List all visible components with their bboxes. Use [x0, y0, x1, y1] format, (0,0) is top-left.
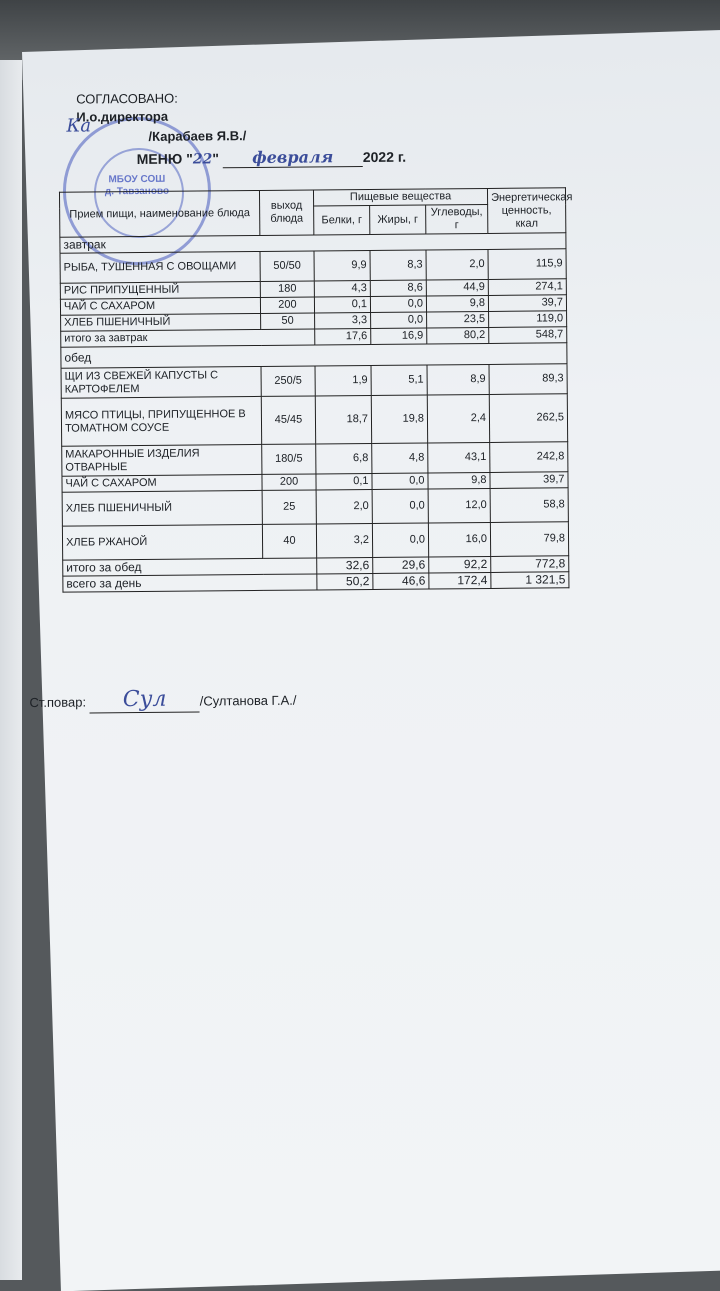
- dish-protein: 18,7: [315, 395, 371, 443]
- paper-edge: [0, 60, 22, 1280]
- table-row: [60, 249, 566, 283]
- dish-energy: 262,5: [489, 394, 567, 443]
- total-energy: 548,7: [489, 327, 567, 344]
- dish-yield: 200: [260, 297, 314, 313]
- dish-carbs: 44,9: [426, 279, 488, 296]
- table-row: [62, 442, 568, 476]
- director-name: /Карабаев Я.В./: [148, 128, 247, 144]
- table-row: [61, 364, 567, 398]
- dish-yield: 180: [260, 281, 314, 297]
- dish-fat: 5,1: [371, 365, 427, 395]
- section-title: завтрак: [60, 233, 566, 253]
- menu-table: [59, 187, 573, 592]
- total-fat: 16,9: [371, 328, 427, 344]
- total-protein: 17,6: [315, 328, 371, 344]
- menu-month: февраля: [223, 147, 363, 168]
- total-fat: 29,6: [373, 557, 429, 573]
- total-label: итого за обед: [63, 558, 317, 576]
- dish-carbs: 16,0: [428, 522, 490, 557]
- dish-carbs: 9,8: [426, 295, 488, 312]
- header-energy: Энергетическая ценность, ккал: [487, 188, 565, 234]
- header-fat: Жиры, г: [370, 205, 426, 234]
- dish-yield: 45/45: [261, 396, 315, 444]
- table-row: [62, 488, 568, 526]
- dish-yield: 200: [262, 474, 316, 490]
- dish-energy: 89,3: [489, 364, 567, 395]
- dish-carbs: 2,0: [426, 249, 488, 280]
- dish-energy: 79,8: [490, 522, 568, 557]
- dish-protein: 0,1: [316, 473, 372, 489]
- dish-name: РЫБА, ТУШЕННАЯ С ОВОЩАМИ: [60, 251, 260, 283]
- stamp-line-1: МБОУ СОШ: [108, 173, 166, 186]
- dish-carbs: 23,5: [427, 311, 489, 328]
- total-carbs: 92,2: [429, 556, 491, 573]
- dish-fat: 0,0: [370, 296, 426, 312]
- dish-protein: 3,2: [316, 523, 372, 557]
- dish-name: ЧАЙ С САХАРОМ: [62, 474, 262, 492]
- chef-label: Ст.повар:: [29, 694, 87, 710]
- dish-energy: 39,7: [488, 295, 566, 312]
- chef-signature: Сул: [90, 686, 200, 713]
- menu-title: МЕНЮ "22" февраля 2022 г.: [136, 147, 407, 168]
- dish-fat: 8,6: [370, 280, 426, 296]
- dish-yield: 50/50: [260, 251, 314, 281]
- header-yield: выход блюда: [259, 190, 313, 235]
- total-label: всего за день: [63, 574, 317, 592]
- header-carbs: Углеводы, г: [426, 204, 488, 234]
- dish-fat: 19,8: [371, 395, 427, 443]
- dish-fat: 0,0: [372, 489, 428, 523]
- dish-yield: 40: [262, 524, 316, 558]
- dish-protein: 4,3: [314, 280, 370, 296]
- dish-name: МЯСО ПТИЦЫ, ПРИПУЩЕННОЕ В ТОМАТНОМ СОУСЕ: [61, 396, 261, 446]
- table-row: [61, 394, 567, 446]
- dish-energy: 39,7: [490, 472, 568, 489]
- total-protein: 50,2: [317, 573, 373, 589]
- day-total-row: [63, 572, 569, 592]
- dish-energy: 119,0: [489, 311, 567, 328]
- dish-yield: 50: [261, 313, 315, 329]
- total-label: итого за завтрак: [61, 329, 315, 347]
- dish-name: МАКАРОННЫЕ ИЗДЕЛИЯ ОТВАРНЫЕ: [62, 444, 262, 476]
- dish-protein: 1,9: [315, 365, 371, 395]
- stamp-line-2: д. Тавзаново: [104, 185, 170, 198]
- header-meal: Прием пищи, наименование блюда: [59, 190, 259, 237]
- dish-protein: 3,3: [315, 312, 371, 328]
- dish-fat: 8,3: [370, 250, 426, 280]
- dish-protein: 2,0: [316, 489, 372, 523]
- dish-name: ЩИ ИЗ СВЕЖЕЙ КАПУСТЫ С КАРТОФЕЛЕМ: [61, 366, 261, 398]
- header-protein: Белки, г: [314, 205, 370, 234]
- header-row-1: [59, 188, 565, 208]
- dish-energy: 242,8: [490, 442, 568, 473]
- dish-name: ХЛЕБ РЖАНОЙ: [62, 524, 262, 560]
- menu-year: 2022 г.: [362, 148, 407, 166]
- table-row: [62, 522, 568, 560]
- dish-name: ХЛЕБ ПШЕНИЧНЫЙ: [62, 490, 262, 526]
- dish-yield: 180/5: [262, 444, 316, 474]
- total-protein: 32,6: [317, 557, 373, 573]
- dish-protein: 9,9: [314, 250, 370, 280]
- dish-fat: 0,0: [372, 473, 428, 489]
- dish-carbs: 8,9: [427, 364, 489, 395]
- dish-name: РИС ПРИПУЩЕННЫЙ: [60, 281, 260, 299]
- director-signature: Ка: [66, 115, 92, 137]
- chef-name: /Султанова Г.А./: [199, 692, 297, 709]
- total-carbs: 80,2: [427, 327, 489, 344]
- dish-yield: 250/5: [261, 366, 315, 396]
- dish-energy: 58,8: [490, 488, 568, 523]
- dish-energy: 115,9: [488, 249, 566, 280]
- dish-carbs: 12,0: [428, 488, 490, 523]
- dish-name: ЧАЙ С САХАРОМ: [60, 297, 260, 315]
- dish-yield: 25: [262, 490, 316, 524]
- dish-carbs: 9,8: [428, 472, 490, 489]
- dish-fat: 0,0: [372, 523, 428, 557]
- dish-fat: 0,0: [371, 312, 427, 328]
- total-energy: 772,8: [491, 556, 569, 573]
- total-energy: 1 321,5: [491, 572, 569, 589]
- dish-protein: 0,1: [314, 296, 370, 312]
- section-title: обед: [61, 343, 567, 368]
- menu-document: [24, 75, 573, 720]
- header-nutrients: Пищевые вещества: [313, 188, 487, 206]
- dish-carbs: 2,4: [427, 394, 489, 443]
- dish-carbs: 43,1: [428, 442, 490, 473]
- dish-protein: 6,8: [316, 443, 372, 473]
- approval-heading: СОГЛАСОВАНО:: [76, 90, 178, 107]
- menu-word: МЕНЮ: [136, 150, 183, 168]
- dish-fat: 4,8: [372, 443, 428, 473]
- total-fat: 46,6: [373, 573, 429, 589]
- dish-name: ХЛЕБ ПШЕНИЧНЫЙ: [61, 313, 261, 331]
- chef-signature-line: [29, 686, 296, 714]
- menu-day: 22: [192, 151, 213, 168]
- total-carbs: 172,4: [429, 572, 491, 589]
- dish-energy: 274,1: [488, 279, 566, 296]
- approval-role: И.о.директора: [76, 108, 169, 125]
